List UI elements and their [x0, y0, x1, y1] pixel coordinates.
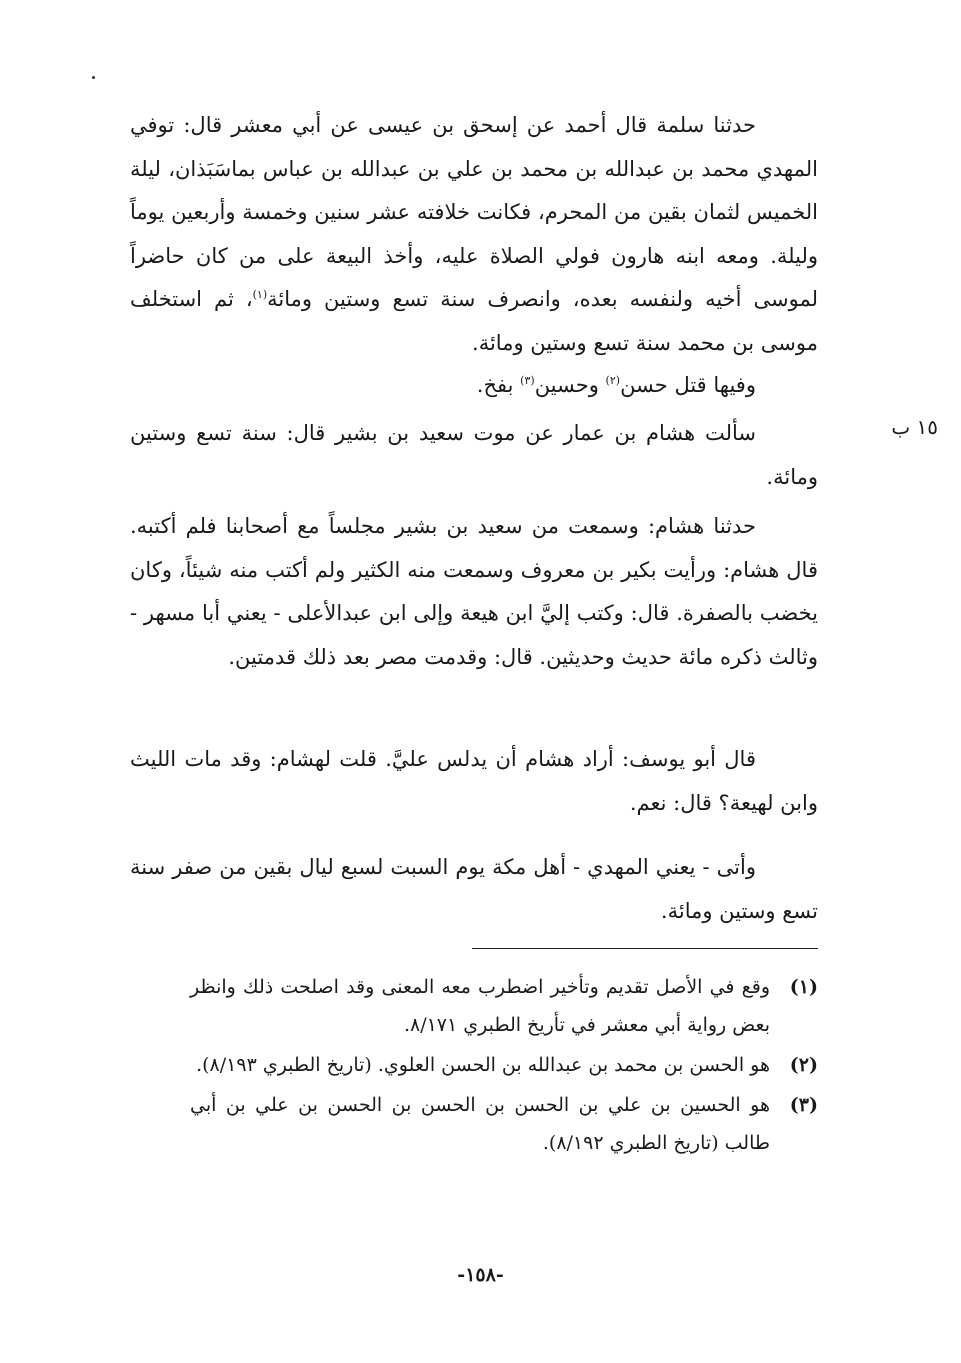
footnote-number: (١)	[789, 976, 818, 998]
paragraph-text: حدثنا سلمة قال أحمد عن إسحق بن عيسى عن أبي معشر قال: توفي المهدي محمد بن عبدالله بن محمد بن علي بن عبدالله بن عباس بماسَبَذان، ليلة الخميس لثمان بقين من المحرم، فكانت خلافته عشر سنين وخمسة وأربعين يوماً وليلة. ومعه ابنه هارون فولي الصلاة عليه، وأخذ البيعة على من كان حاضراً لموسى أخيه ولنفسه بعده، وانصرف سنة تسع وستين ومائة	[130, 113, 818, 311]
folio-margin-note: ١٥ ب	[891, 415, 938, 439]
footnote-marker-3: (٣)	[520, 374, 535, 387]
paragraph-hisham-hearing: حدثنا هشام: وسمعت من سعيد بن بشير مجلساً مع أصحابنا فلم أكتبه. قال هشام: ورأيت بكير بن معروف وسمعت منه الكثير ولم أكتب منه شيئاً، وكان يخضب بالصفرة. قال: وكتب إليَّ ابن هيعة وإلى ابن عبدالأعلى - يعني أبا مسهر - وثالث ذكره مائة حديث وحديثين. قال: وقدمت مصر بعد ذلك قدمتين.	[130, 514, 818, 669]
footnote-marker-1: (١)	[252, 288, 268, 301]
footnotes	[190, 968, 818, 1164]
page-number: -١٥٨-	[457, 1264, 504, 1286]
paragraph-mahdi-mecca: وأتى - يعني المهدي - أهل مكة يوم السبت لسبع ليال بقين من صفر سنة تسع وستين ومائة.	[130, 855, 818, 923]
paragraph-text: ، ثم استخلف موسى بن محمد سنة تسع وستين ومائة.	[130, 287, 818, 355]
footnote-text: هو الحسين بن علي بن الحسن بن الحسن بن الحسن بن علي بن أبي طالب (تاريخ الطبري ٨/١٩٢).	[190, 1094, 770, 1154]
paragraph-fakh	[130, 364, 818, 408]
ink-speck	[92, 76, 95, 79]
footnote-1	[190, 968, 818, 1044]
footnote-number: (٣)	[789, 1094, 818, 1116]
paragraph-saeed-death: سألت هشام بن عمار عن موت سعيد بن بشير قال: سنة تسع وستين ومائة.	[130, 421, 818, 489]
paragraph-text: وفيها قتل حسن	[620, 373, 756, 397]
footnote-2	[190, 1046, 818, 1084]
footnote-text: هو الحسن بن محمد بن عبدالله بن الحسن العلوي. (تاريخ الطبري ٨/١٩٣).	[196, 1054, 770, 1076]
paragraph-text: بفخ.	[476, 373, 521, 397]
footnote-text: وقع في الأصل تقديم وتأخير اضطرب معه المعنى وقد اصلحت ذلك وانظر بعض رواية أبي معشر في تأريخ الطبري ٨/١٧١.	[190, 976, 770, 1036]
footnote-separator	[472, 948, 818, 949]
footnote-3	[190, 1086, 818, 1162]
footnote-number: (٢)	[789, 1054, 818, 1076]
footnote-marker-2: (٢)	[605, 374, 621, 387]
paragraph-mahdi-death	[130, 104, 818, 365]
paragraph-abu-yusuf: قال أبو يوسف: أراد هشام أن يدلس عليَّ. قلت لهشام: وقد مات الليث وابن لهيعة؟ قال: نعم.	[130, 747, 818, 815]
paragraph-text: وحسين	[534, 373, 606, 397]
